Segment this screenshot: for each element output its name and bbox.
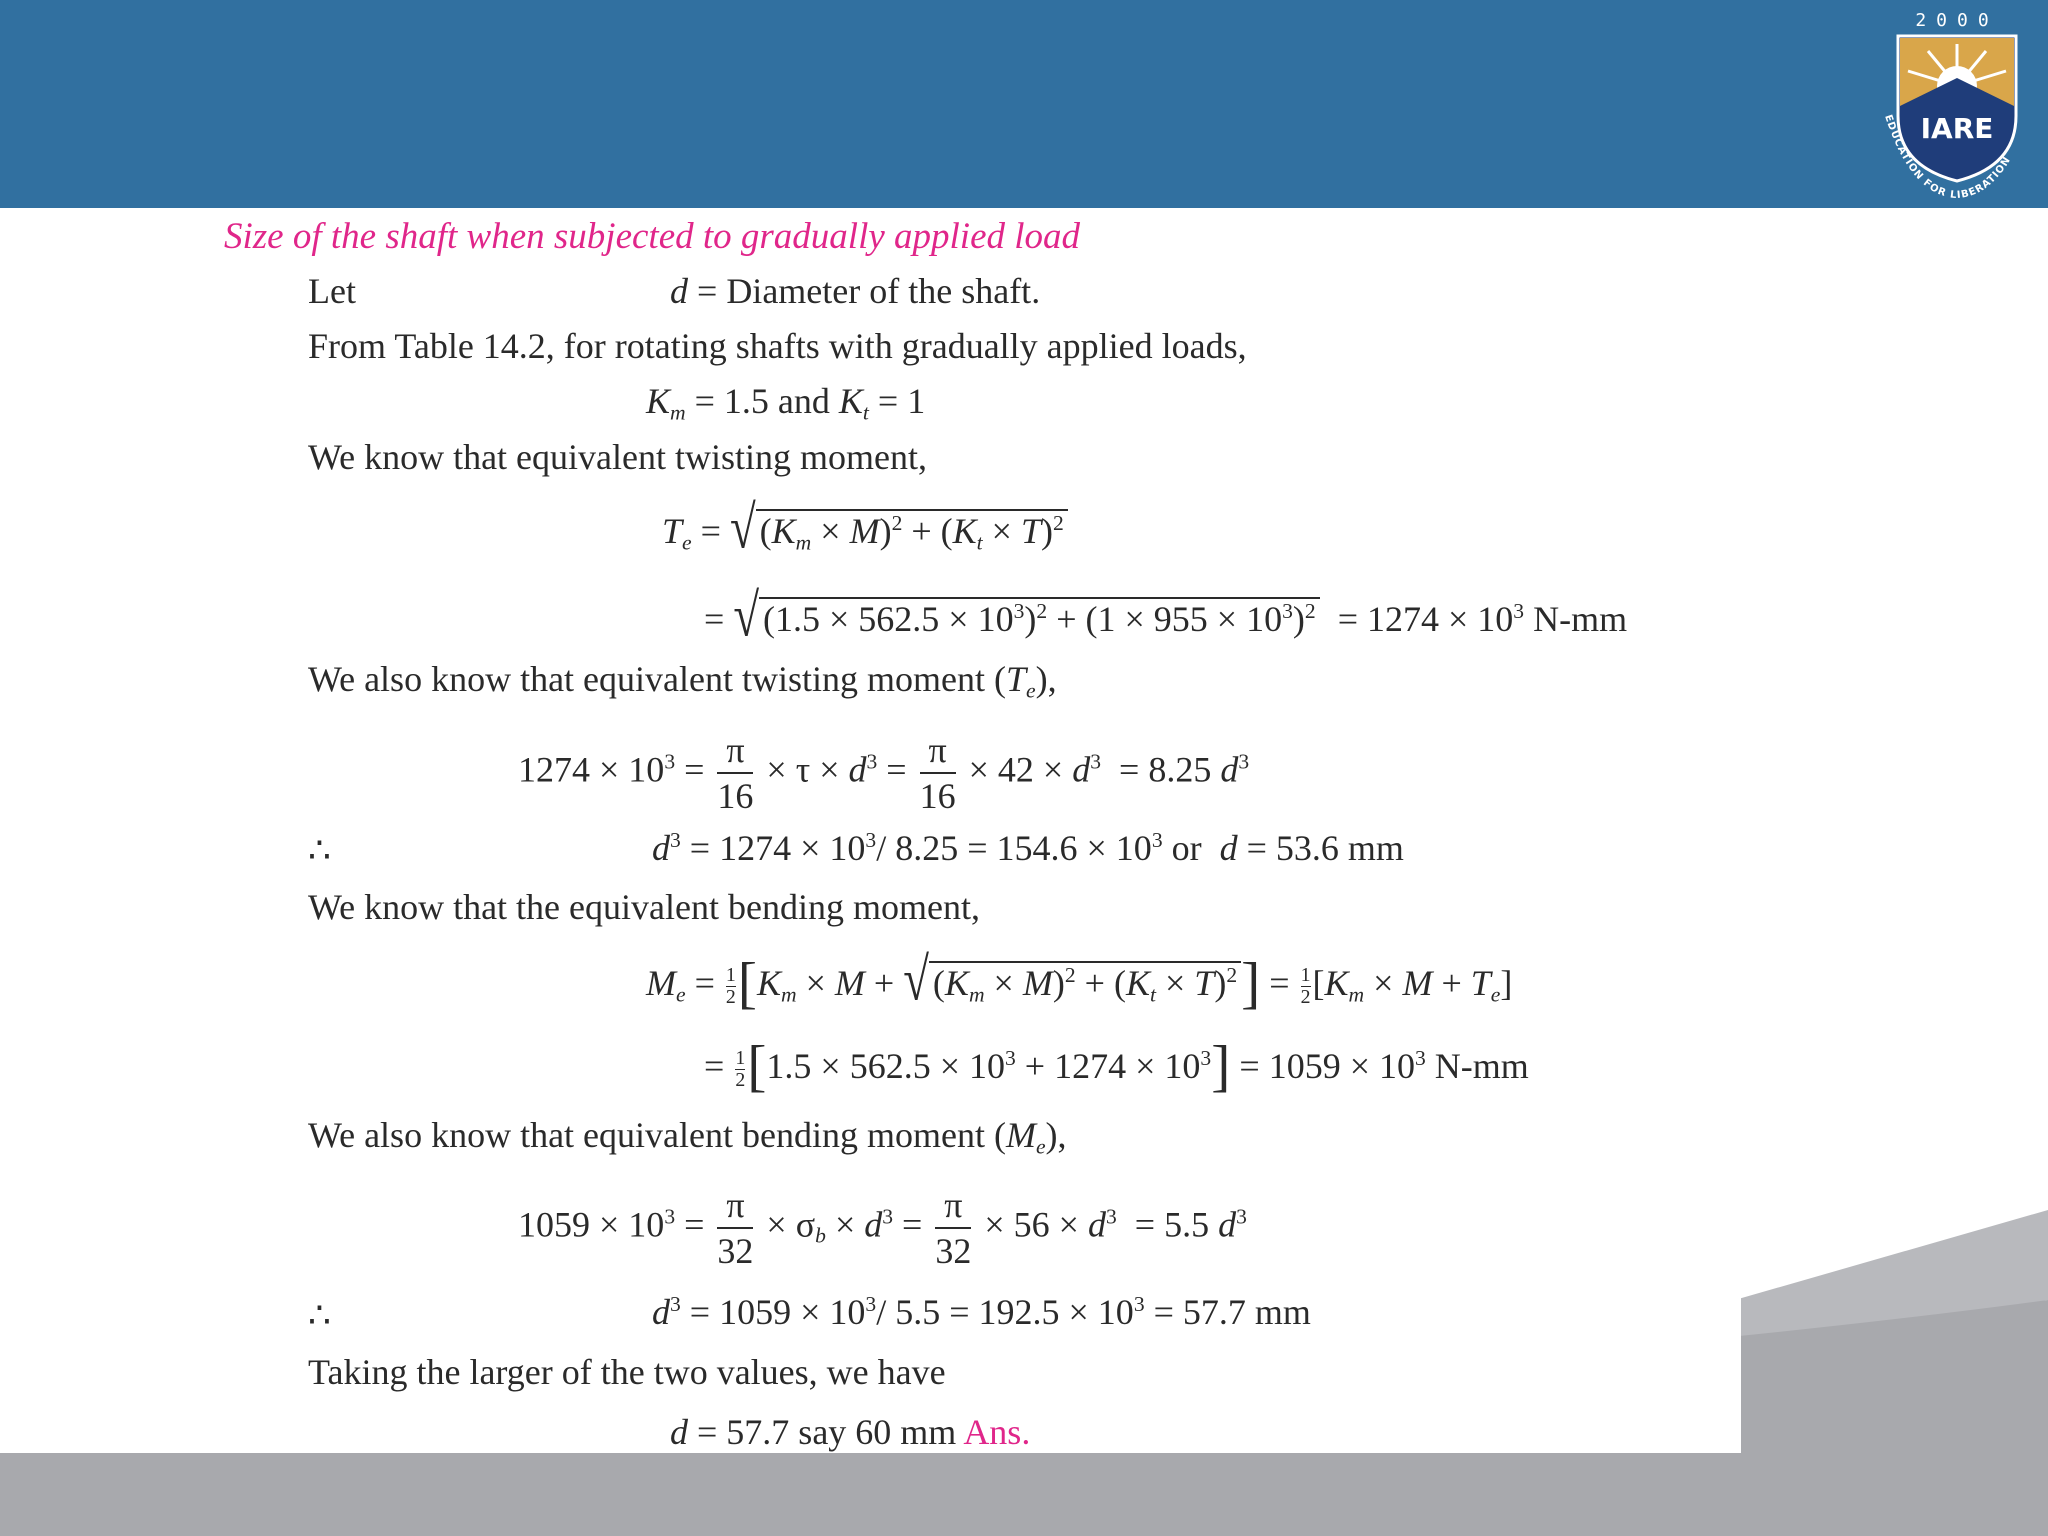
final-answer: d = 57.7 say 60 mm Ans.	[670, 1412, 1031, 1452]
logo-motto: EDUCATION FOR LIBERATION	[1882, 113, 2014, 202]
therefore-symbol-1: ∴	[308, 830, 331, 870]
diameter-definition: d = Diameter of the shaft.	[670, 271, 1041, 311]
iare-logo	[1868, 6, 2046, 202]
let-label: Let	[308, 271, 356, 311]
know-twisting-text: We know that equivalent twisting moment,	[308, 437, 927, 477]
me-formula: $M_e$ = $\frac{1}{2}$ [$K_m \times M$ + √ $(K_m \times M)^2 + (K_t \times T)^2$] = $\frac{1}{2}$ $[K_m \times M + T_e]$	[646, 946, 1513, 1015]
twisting-torque-equation: $1274 \times 10^3$ = $\frac{\pi}{16}$ × $\tau \times d^3$ = $\frac{\pi}{16}$ × $42 \times d^3 = 8.25$ $d^3$	[518, 730, 1250, 816]
logo-name: IARE	[1920, 112, 1994, 145]
bending-moment-equation: $1059 \times 10^3$ = $\frac{\pi}{32}$ × $\sigma_b \times d^3$ = $\frac{\pi}{32}$ × $56 \times d^3 = 5.5$ $d^3$	[518, 1185, 1247, 1271]
te-calculation: = √ $(1.5 \times 562.5 \times 10^3)^2 + (1 \times 955 \times 10^3)^2 = 1274 \times 10^3$ N-mm	[704, 582, 1628, 650]
also-twisting-text: We also know that equivalent twisting moment $(T_e)$,	[308, 659, 1057, 703]
also-bending-text: We also know that equivalent bending moment $(M_e)$,	[308, 1115, 1067, 1159]
table-reference: From Table 14.2, for rotating shafts with gradually applied loads,	[308, 326, 1247, 366]
know-bending-text: We know that the equivalent bending moment,	[308, 887, 980, 927]
km-kt-values: $K_m = 1.5$ and $K_t = 1$	[646, 381, 926, 425]
logo-year: 2000	[1915, 10, 1999, 31]
answer-marker: Ans.	[963, 1412, 1031, 1452]
te-formula: $T_e$ = √ $(K_m \times M)^2 + (K_t \times T)^2$	[662, 505, 1068, 554]
me-calculation: = $\frac{1}{2}$ $[1.5 \times 562.5 \times 10^3 + 1274 \times 10^3] = 1059 \times 10^3$ N-mm	[704, 1034, 1529, 1098]
diameter-result-twisting: $d^3 = 1274 \times 10^3/$ $8.25 = 154.6 \times 10^3$ or d = 53.6 mm	[652, 828, 1404, 868]
section-heading: Size of the shaft when subjected to gradually applied load	[224, 216, 1081, 257]
header-bar	[0, 0, 2048, 208]
taking-larger-text: Taking the larger of the two values, we have	[308, 1352, 946, 1392]
therefore-symbol-2: ∴	[308, 1295, 331, 1335]
diameter-result-bending: $d^3 = 1059 \times 10^3/$ $5.5 = 192.5 \times 10^3 = 57.7$ mm	[652, 1292, 1311, 1332]
